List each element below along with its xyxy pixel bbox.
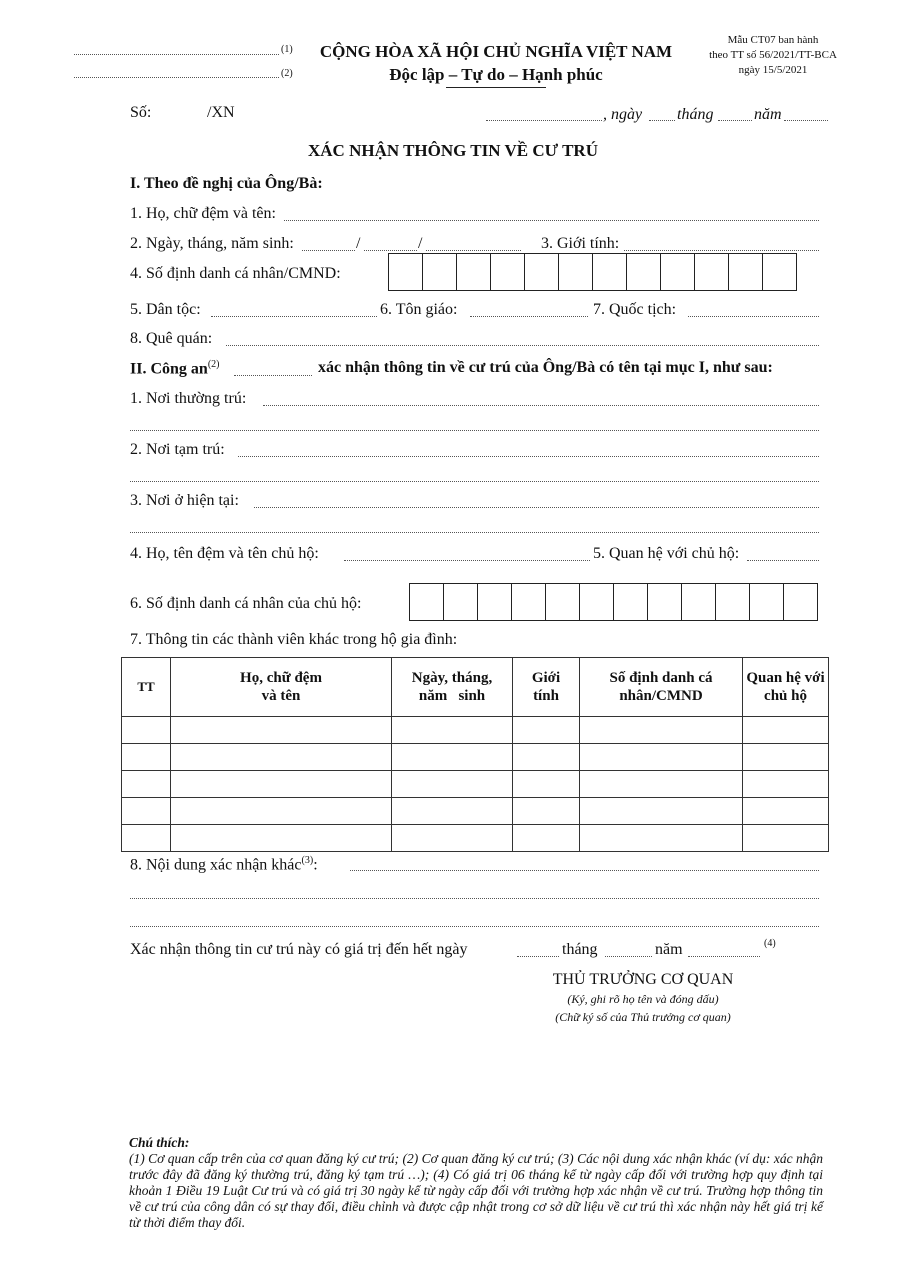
table-cell[interactable]	[122, 744, 171, 771]
col-header-name	[171, 658, 392, 717]
validity-year-field[interactable]	[688, 956, 760, 957]
relationship-field[interactable]	[747, 560, 819, 561]
number-suffix: /XN	[207, 104, 235, 121]
table-cell[interactable]	[513, 771, 580, 798]
household-members-table	[121, 657, 829, 852]
notes-heading: Chú thích:	[129, 1135, 190, 1150]
table-cell[interactable]	[171, 798, 392, 825]
id-digit-box[interactable]	[695, 254, 729, 290]
place-field[interactable]	[486, 120, 602, 121]
table-cell[interactable]	[122, 771, 171, 798]
notes-block	[129, 1135, 823, 1231]
id-digit-box[interactable]	[389, 254, 423, 290]
table-cell[interactable]	[513, 798, 580, 825]
footnote-mark-1: (1)	[281, 44, 293, 55]
household-head-id-label: 6. Số định danh cá nhân của chủ hộ:	[130, 595, 362, 612]
signature-note-1: (Ký, ghi rõ họ tên và đóng dấu)	[567, 992, 719, 1006]
date-month-label: tháng	[677, 106, 714, 123]
signature-title: THỦ TRƯỞNG CƠ QUAN	[552, 971, 734, 988]
agency-field[interactable]	[74, 77, 279, 78]
current-residence-field[interactable]	[254, 507, 819, 508]
table-cell[interactable]	[171, 771, 392, 798]
col-header-relationship	[743, 658, 829, 717]
dob-day-field[interactable]	[302, 250, 355, 251]
col-header-relationship-line-2: chủ hộ	[764, 688, 807, 704]
id-digit-box[interactable]	[546, 584, 580, 620]
permanent-residence-field-line-2[interactable]	[130, 430, 819, 431]
id-digit-box[interactable]	[491, 254, 525, 290]
temporary-residence-field[interactable]	[238, 456, 819, 457]
form-code-line-2: theo TT số 56/2021/TT-BCA	[709, 49, 837, 61]
table-cell[interactable]	[122, 798, 171, 825]
col-header-id	[580, 658, 743, 717]
table-cell[interactable]	[580, 744, 743, 771]
id-digit-box[interactable]	[525, 254, 559, 290]
table-cell[interactable]	[580, 771, 743, 798]
id-digit-box[interactable]	[661, 254, 695, 290]
table-cell[interactable]	[513, 744, 580, 771]
id-digit-box[interactable]	[614, 584, 648, 620]
relationship-label: 5. Quan hệ với chủ hộ:	[593, 545, 740, 562]
validity-year-label: năm	[655, 941, 683, 958]
footnote-ref-3: (3)	[301, 855, 314, 866]
table-cell[interactable]	[513, 717, 580, 744]
section-2-heading	[130, 359, 219, 378]
id-digit-box[interactable]	[580, 584, 614, 620]
col-header-gender-line-2: tính	[533, 688, 559, 704]
table-cell[interactable]	[392, 825, 513, 852]
id-digit-box[interactable]	[750, 584, 784, 620]
col-header-relationship-line-1: Quan hệ với	[746, 670, 825, 686]
col-header-dob-line-2: năm sinh	[418, 688, 486, 704]
other-content-colon: :	[313, 856, 318, 874]
household-head-label: 4. Họ, tên đệm và tên chủ hộ:	[130, 545, 319, 562]
other-content-field-line-3[interactable]	[130, 926, 819, 927]
id-digit-box[interactable]	[478, 584, 512, 620]
gender-field[interactable]	[624, 250, 819, 251]
agency-parent-field[interactable]	[74, 54, 279, 55]
dob-year-field[interactable]	[426, 250, 521, 251]
form-code	[694, 33, 852, 78]
validity-day-field[interactable]	[517, 956, 559, 957]
id-digit-box[interactable]	[593, 254, 627, 290]
gender-label: 3. Giới tính:	[541, 235, 620, 252]
hometown-label: 8. Quê quán:	[130, 330, 213, 347]
id-digit-box[interactable]	[512, 584, 546, 620]
id-digit-box[interactable]	[410, 584, 444, 620]
col-header-id-line-1: Số định danh cá	[609, 670, 713, 686]
footnote-ref-4: (4)	[764, 938, 776, 949]
table-row	[122, 717, 829, 744]
table-cell[interactable]	[392, 717, 513, 744]
date-month-field[interactable]	[718, 120, 752, 121]
nation-title: CỘNG HÒA XÃ HỘI CHỦ NGHĨA VIỆT NAM	[319, 42, 673, 61]
table-cell[interactable]	[743, 717, 829, 744]
col-header-id-line-2: nhân/CMND	[619, 688, 703, 704]
table-cell[interactable]	[122, 717, 171, 744]
table-cell[interactable]	[743, 771, 829, 798]
dob-label: 2. Ngày, tháng, năm sinh:	[130, 235, 294, 252]
nationality-label: 7. Quốc tịch:	[593, 301, 677, 318]
col-header-dob	[392, 658, 513, 717]
date-day-label: , ngày	[603, 106, 643, 123]
id-number-boxes[interactable]	[388, 253, 797, 291]
id-digit-box[interactable]	[716, 584, 750, 620]
table-cell[interactable]	[171, 825, 392, 852]
id-number-label: 4. Số định danh cá nhân/CMND:	[130, 265, 341, 282]
dob-slash-2: /	[418, 235, 423, 252]
validity-text: Xác nhận thông tin cư trú này có giá trị đến hết ngày	[130, 941, 468, 958]
number-label: Số:	[130, 104, 152, 121]
table-cell[interactable]	[122, 825, 171, 852]
table-cell[interactable]	[580, 717, 743, 744]
table-header-row	[122, 658, 829, 717]
section-1-heading: I. Theo đề nghị của Ông/Bà:	[130, 175, 323, 192]
household-head-id-boxes[interactable]	[409, 583, 818, 621]
validity-month-label: tháng	[562, 941, 598, 958]
id-digit-box[interactable]	[682, 584, 716, 620]
signature-note-2: (Chữ ký số của Thủ trưởng cơ quan)	[555, 1010, 731, 1024]
col-header-name-line-1: Họ, chữ đệm	[240, 670, 322, 686]
signature-area[interactable]	[560, 1030, 730, 1120]
police-agency-field[interactable]	[234, 375, 312, 376]
table-cell[interactable]	[743, 798, 829, 825]
validity-month-field[interactable]	[605, 956, 652, 957]
motto: Độc lập – Tự do – Hạnh phúc	[389, 65, 603, 84]
full-name-label: 1. Họ, chữ đệm và tên:	[130, 205, 276, 222]
table-cell[interactable]	[171, 717, 392, 744]
permanent-residence-field[interactable]	[263, 405, 819, 406]
id-digit-box[interactable]	[627, 254, 661, 290]
col-header-name-line-2: và tên	[261, 688, 301, 704]
ethnicity-field[interactable]	[211, 316, 377, 317]
table-row	[122, 744, 829, 771]
form-code-line-3: ngày 15/5/2021	[738, 64, 808, 76]
table-cell[interactable]	[743, 744, 829, 771]
permanent-residence-label: 1. Nơi thường trú:	[130, 390, 247, 407]
current-residence-label: 3. Nơi ở hiện tại:	[130, 492, 239, 509]
col-header-gender-line-1: Giới	[531, 670, 561, 686]
table-cell[interactable]	[392, 744, 513, 771]
other-content-label-text: 8. Nội dung xác nhận khác	[130, 856, 302, 874]
household-members-label: 7. Thông tin các thành viên khác trong hộ gia đình:	[130, 631, 458, 648]
date-year-label: năm	[754, 106, 782, 123]
temporary-residence-field-line-2[interactable]	[130, 481, 819, 482]
id-digit-box[interactable]	[559, 254, 593, 290]
other-content-label	[130, 855, 318, 874]
col-header-tt-text: TT	[137, 679, 155, 694]
current-residence-field-line-2[interactable]	[130, 532, 819, 533]
dob-month-field[interactable]	[364, 250, 417, 251]
ethnicity-label: 5. Dân tộc:	[130, 301, 201, 318]
id-digit-box[interactable]	[729, 254, 763, 290]
table-cell[interactable]	[580, 825, 743, 852]
religion-label: 6. Tôn giáo:	[380, 301, 458, 318]
id-digit-box[interactable]	[763, 254, 796, 290]
form-code-line-1: Mẫu CT07 ban hành	[727, 34, 819, 46]
table-row	[122, 798, 829, 825]
document-title: XÁC NHẬN THÔNG TIN VỀ CƯ TRÚ	[308, 141, 598, 160]
section-2-heading-start: II. Công an	[130, 360, 208, 378]
notes-text: (1) Cơ quan cấp trên của cơ quan đăng ký cư trú; (2) Cơ quan đăng ký cư trú; (3) Các nội dung xác nhận khác (ví dụ: xác nhận trước đây đã đăng ký thường trú, đăng ký tạm trú …); (4) Có giá trị 06 tháng kể từ ngày cấp đối với trường hợp quy định tại khoản 1 Điều 19 Luật Cư trú và có giá trị 30 ngày kể từ ngày cấp đối với trường hợp xác nhận về cư trú. Trường hợp thông tin về cư trú của công dân có sự thay đổi, điều chỉnh và được cập nhật trong cơ sở dữ liệu về cư trú thì xác nhận này hết giá trị kể từ thời điểm thay đổi.	[129, 1151, 823, 1230]
id-digit-box[interactable]	[423, 254, 457, 290]
id-digit-box[interactable]	[648, 584, 682, 620]
dob-slash-1: /	[356, 235, 361, 252]
household-head-field[interactable]	[344, 560, 590, 561]
date-year-field[interactable]	[784, 120, 828, 121]
table-cell[interactable]	[580, 798, 743, 825]
table-cell[interactable]	[392, 798, 513, 825]
footnote-mark-2: (2)	[281, 68, 293, 79]
religion-field[interactable]	[470, 316, 588, 317]
id-digit-box[interactable]	[457, 254, 491, 290]
other-content-field-line-2[interactable]	[130, 898, 819, 899]
id-digit-box[interactable]	[784, 584, 817, 620]
col-header-tt	[122, 658, 171, 717]
temporary-residence-label: 2. Nơi tạm trú:	[130, 441, 225, 458]
table-row	[122, 825, 829, 852]
other-content-field[interactable]	[350, 870, 819, 871]
nationality-field[interactable]	[688, 316, 819, 317]
table-cell[interactable]	[743, 825, 829, 852]
full-name-field[interactable]	[284, 220, 819, 221]
col-header-dob-line-1: Ngày, tháng,	[411, 670, 493, 686]
section-2-heading-end: xác nhận thông tin về cư trú của Ông/Bà có tên tại mục I, như sau:	[318, 359, 773, 376]
hometown-field[interactable]	[226, 345, 819, 346]
table-cell[interactable]	[392, 771, 513, 798]
footnote-ref-2: (2)	[207, 359, 220, 370]
table-cell[interactable]	[171, 744, 392, 771]
table-row	[122, 771, 829, 798]
table-cell[interactable]	[513, 825, 580, 852]
id-digit-box[interactable]	[444, 584, 478, 620]
col-header-gender	[513, 658, 580, 717]
date-day-field[interactable]	[649, 120, 675, 121]
motto-underline	[446, 87, 546, 88]
